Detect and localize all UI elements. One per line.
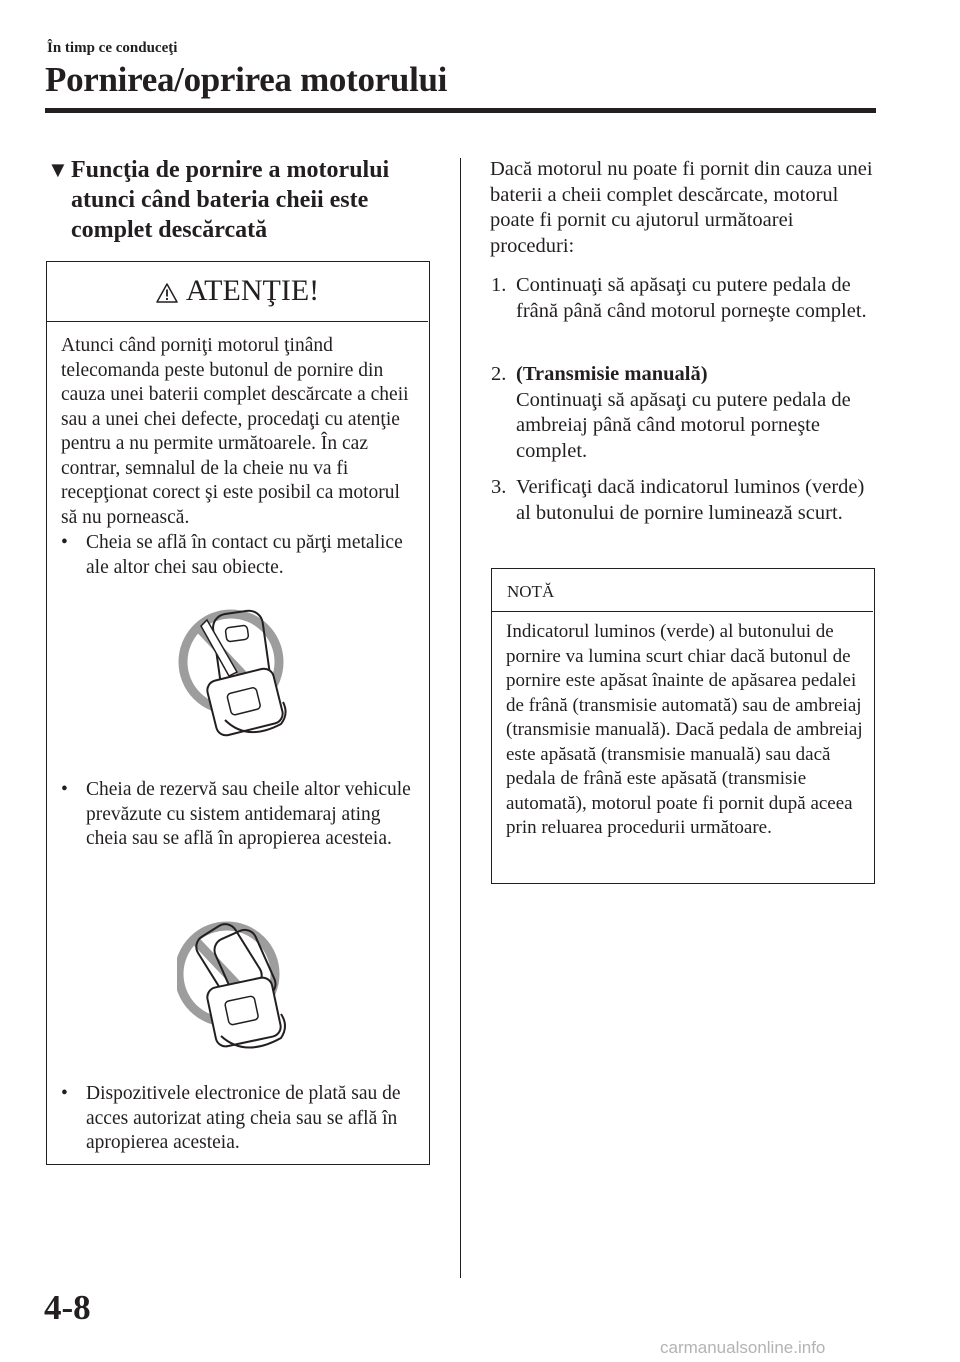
- bullet-dot: •: [61, 1083, 68, 1104]
- warning-triangle-icon: [156, 282, 178, 304]
- note-title-row: [492, 569, 873, 612]
- step-text: Continuaţi să apăsaţi cu putere pedala de frână până când motorul porneşte complet.: [516, 274, 867, 322]
- warning-intro: Atunci când porniţi motorul ţinând telecomanda peste butonul de pornire din cauza unei baterii complet descărcate a cheii sau a unei chei defecte, procedaţi cu atenţie pentru a nu permite următoarele. În caz contrar, semnalul de la cheie nu va fi recepţionat corect şi este posibil ca motorul să nu pornească.: [61, 335, 409, 528]
- step-number: 3.: [491, 476, 507, 498]
- step-number: 1.: [491, 274, 507, 296]
- page-number: 4-8: [44, 1288, 91, 1327]
- section-label: În timp ce conduceţi: [47, 40, 178, 56]
- section-marker: ▼: [47, 157, 69, 182]
- note-title: NOTĂ: [507, 582, 555, 601]
- step-text: Verificaţi dacă indicatorul luminos (verde) al butonului de pornire luminează scurt.: [516, 476, 865, 524]
- bullet-text: Cheia de rezervă sau cheile altor vehicule prevăzute cu sistem antidemaraj ating cheia sau se află în apropierea acesteia.: [86, 779, 411, 849]
- warning-title: [47, 274, 428, 308]
- column-divider: [460, 158, 461, 1278]
- page-title: Pornirea/oprirea motorului: [45, 60, 448, 99]
- bullet-dot: •: [61, 532, 68, 553]
- note-box: [491, 568, 875, 884]
- title-rule: [45, 108, 876, 113]
- section-heading-text: Funcţia de pornire a motorului atunci când bateria cheii este complet descărcată: [71, 157, 390, 243]
- key-touching-spare-key-icon: [177, 912, 305, 1062]
- note-text: Indicatorul luminos (verde) al butonului de pornire va lumina scurt chiar dacă butonul de pornire este apăsat înainte de apăsarea pedalei de frână (transmisie automată) sau de ambreiaj (transmisie manuală). Dacă pedala de ambreiaj este apăsată (transmisie manuală) sau dacă pedala de frână este apăsată (transmisie automată), motorul poate fi pornit după aceea prin reluarea procedurii următoare.: [506, 621, 863, 838]
- step-number: 2.: [491, 363, 507, 385]
- bullet-text: Cheia se află în contact cu părţi metalice ale altor chei sau obiecte.: [86, 532, 403, 578]
- step-content: [516, 362, 881, 464]
- warning-box: [46, 261, 430, 1165]
- warning-title-text: ATENŢIE!: [185, 274, 320, 307]
- warning-title-row: [47, 262, 428, 322]
- bullet-dot: •: [61, 779, 68, 800]
- step-text: Continuaţi să apăsaţi cu putere pedala de ambreiaj până când motorul porneşte complet.: [516, 388, 851, 462]
- key-touching-metal-icon: [177, 602, 305, 750]
- step-label: (Transmisie manuală): [516, 363, 708, 385]
- procedure-intro: Dacă motorul nu poate fi pornit din cauza unei baterii a cheii complet descărcate, motorul poate fi pornit cu ajutorul următoarei proceduri:: [490, 158, 873, 257]
- watermark: carmanualsonline.info: [660, 1338, 826, 1357]
- bullet-text: Dispozitivele electronice de plată sau de acces autorizat ating cheia sau se află în apropierea acesteia.: [86, 1083, 401, 1153]
